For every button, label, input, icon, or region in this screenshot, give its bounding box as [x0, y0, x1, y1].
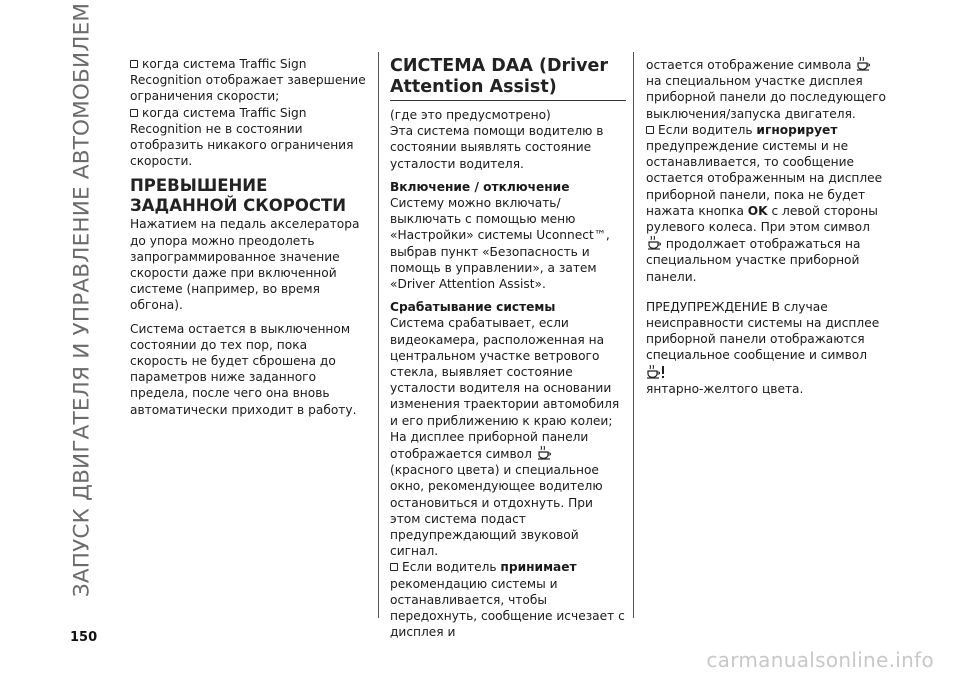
- bullet-square-icon: [646, 126, 654, 134]
- column-3: [646, 56, 886, 397]
- column-divider-1: [378, 52, 379, 618]
- bullet-square-icon: [130, 60, 138, 68]
- bullet-item: Если водитель игнорирует предупреждение системы и не останавливается, то сообщение остается отображенным на дисплее приборной панели, пока не будет нажата кнопка OK с левой стороны рулевого колеса. При этом символ продолжает отображаться на специальном участке приборной панели.: [646, 122, 883, 284]
- coffee-cup-icon: [647, 235, 661, 250]
- bullet-square-icon: [390, 563, 398, 571]
- paragraph: Эта система помощи водителю в состоянии выявлять состояние усталости водителя.: [390, 124, 604, 171]
- paragraph: остается отображение символа на специальном участке дисплея приборной панели до последующего выключения/запуска двигателя.: [646, 58, 886, 121]
- paragraph: Систему можно включать/выключать с помощью меню «Настройки» системы Uconnect™, выбрав пункт «Безопасность и помощь в управлении», а затем «Driver Attention Assist».: [390, 196, 610, 292]
- section-heading: СИСТЕМА DAA (Driver Attention Assist): [390, 56, 626, 101]
- column-2: [390, 56, 626, 641]
- watermark: carmanualsonline.info: [706, 648, 934, 672]
- bullet-item: когда система Traffic Sign Recognition отображает завершение ограничения скорости;: [130, 57, 366, 104]
- paragraph: На дисплее приборной панели отображается символ (красного цвета) и специальное окно, рекомендующее водителю остановиться и отдохнуть. При этом система подаст предупреждающий звуковой сигнал.: [390, 429, 603, 559]
- coffee-cup-icon: [856, 56, 870, 71]
- paragraph: Система срабатывает, если видеокамера, расположенная на центральном участке ветрового стекла, выявляет состояние усталости водителя на основании изменения траектории автомобиля и его приближению к краю колеи;: [390, 316, 620, 428]
- bullet-square-icon: [130, 109, 138, 117]
- coffee-cup-icon: [537, 445, 551, 460]
- column-divider-2: [633, 52, 634, 618]
- coffee-cup-warning-icon: [646, 364, 666, 380]
- warning-paragraph: ПРЕДУПРЕЖДЕНИЕ В случае неисправности системы на дисплее приборной панели отображаются специальное сообщение и символ янтарно-желтого цвета.: [646, 299, 880, 396]
- subheading: Срабатывание системы: [390, 300, 556, 315]
- paragraph: Система остается в выключенном состоянии до тех пор, пока скорость не будет сброшена до параметров ниже заданного предела, после чего она вновь автоматически приходит в работу.: [130, 321, 357, 417]
- availability-note: (где это предусмотрено): [390, 108, 551, 122]
- column-1: [130, 56, 368, 418]
- side-chapter-title: ЗАПУСК ДВИГАТЕЛЯ И УПРАВЛЕНИЕ АВТОМОБИЛЕМ: [69, 2, 95, 598]
- bullet-item: когда система Traffic Sign Recognition не в состоянии отобразить никакого ограничения скорости.: [130, 105, 354, 169]
- subheading: Включение / отключение: [390, 179, 570, 194]
- page-number: 150: [70, 630, 98, 645]
- section-heading: ПРЕВЫШЕНИЕ ЗАДАННОЙ СКОРОСТИ: [130, 176, 347, 216]
- bullet-item: Если водитель принимает рекомендацию системы и останавливается, чтобы передохнуть, сообщение исчезает с дисплея и: [390, 560, 625, 640]
- paragraph: Нажатием на педаль акселератора до упора можно преодолеть запрограммированное значение скорости даже при включенной системе (например, во время обгона).: [130, 217, 360, 313]
